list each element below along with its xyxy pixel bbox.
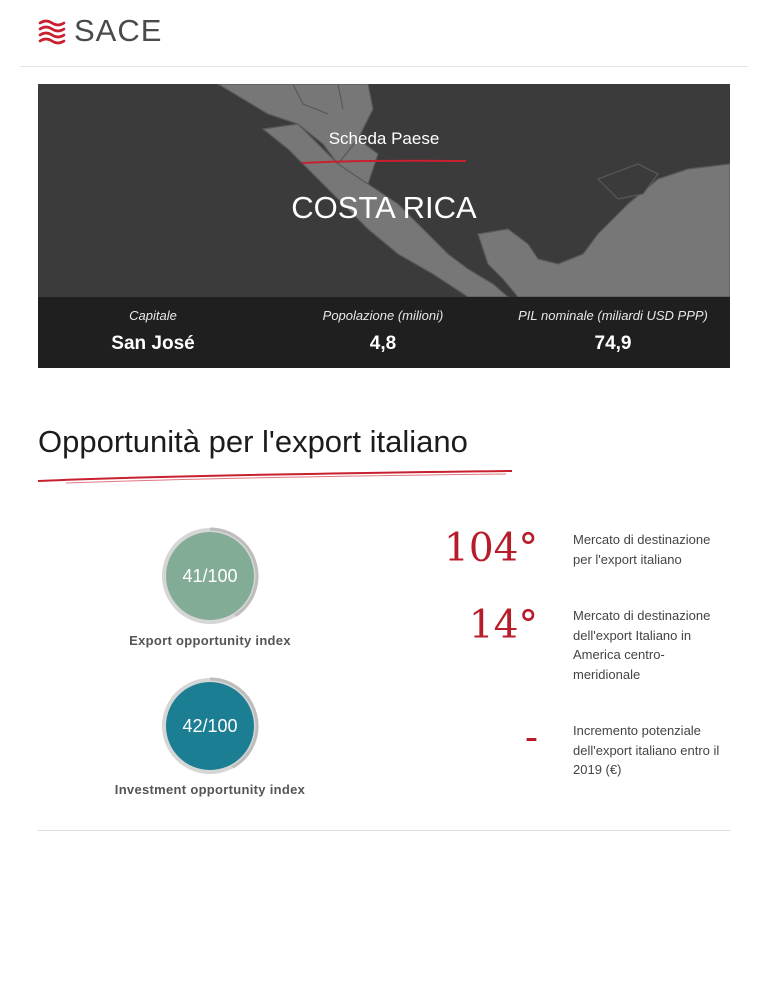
- rank-description: Mercato di destinazione per l'export italiano: [573, 532, 711, 567]
- sace-logo[interactable]: [38, 14, 162, 48]
- hero-underline-icon: [300, 158, 468, 166]
- header-divider: [20, 66, 748, 67]
- stat-value: 74,9: [594, 333, 632, 354]
- stat-value: 4,8: [369, 333, 397, 354]
- investment-index-gauge: [160, 676, 260, 776]
- export-index-value: 41/100: [182, 565, 238, 586]
- country-hero: [38, 84, 730, 297]
- country-title: COSTA RICA: [291, 190, 477, 225]
- rank-value: -: [524, 715, 538, 760]
- investment-index-caption: Investment opportunity index: [114, 782, 306, 797]
- rank-description: Mercato di destinazione dell'export Italiano in America centro-meridionale: [573, 608, 711, 682]
- sace-logo-icon: [38, 17, 66, 45]
- export-index-caption: Export opportunity index: [129, 633, 291, 648]
- stat-gdp: [498, 297, 728, 368]
- hero-subtitle: Scheda Paese: [328, 129, 440, 148]
- rank-value: 104°: [444, 526, 538, 571]
- investment-index-value: 42/100: [182, 715, 238, 736]
- stat-label: PIL nominale (miliardi USD PPP): [518, 308, 708, 323]
- rank-description: Incremento potenziale dell'export italiano entro il 2019 (€): [573, 723, 720, 777]
- stat-capital: [38, 297, 268, 368]
- stat-value: San José: [111, 333, 195, 354]
- section-title: Opportunità per l'export italiano: [38, 424, 468, 459]
- stat-population: [268, 297, 498, 368]
- logo-text: SACE: [74, 13, 163, 48]
- stat-label: Capitale: [129, 308, 177, 323]
- export-index-gauge: [160, 526, 260, 626]
- section-underline-icon: [36, 467, 516, 487]
- footer-divider: [38, 830, 730, 831]
- stat-label: Popolazione (milioni): [322, 308, 444, 323]
- country-stats: [38, 297, 730, 368]
- rank-value: 14°: [468, 603, 538, 648]
